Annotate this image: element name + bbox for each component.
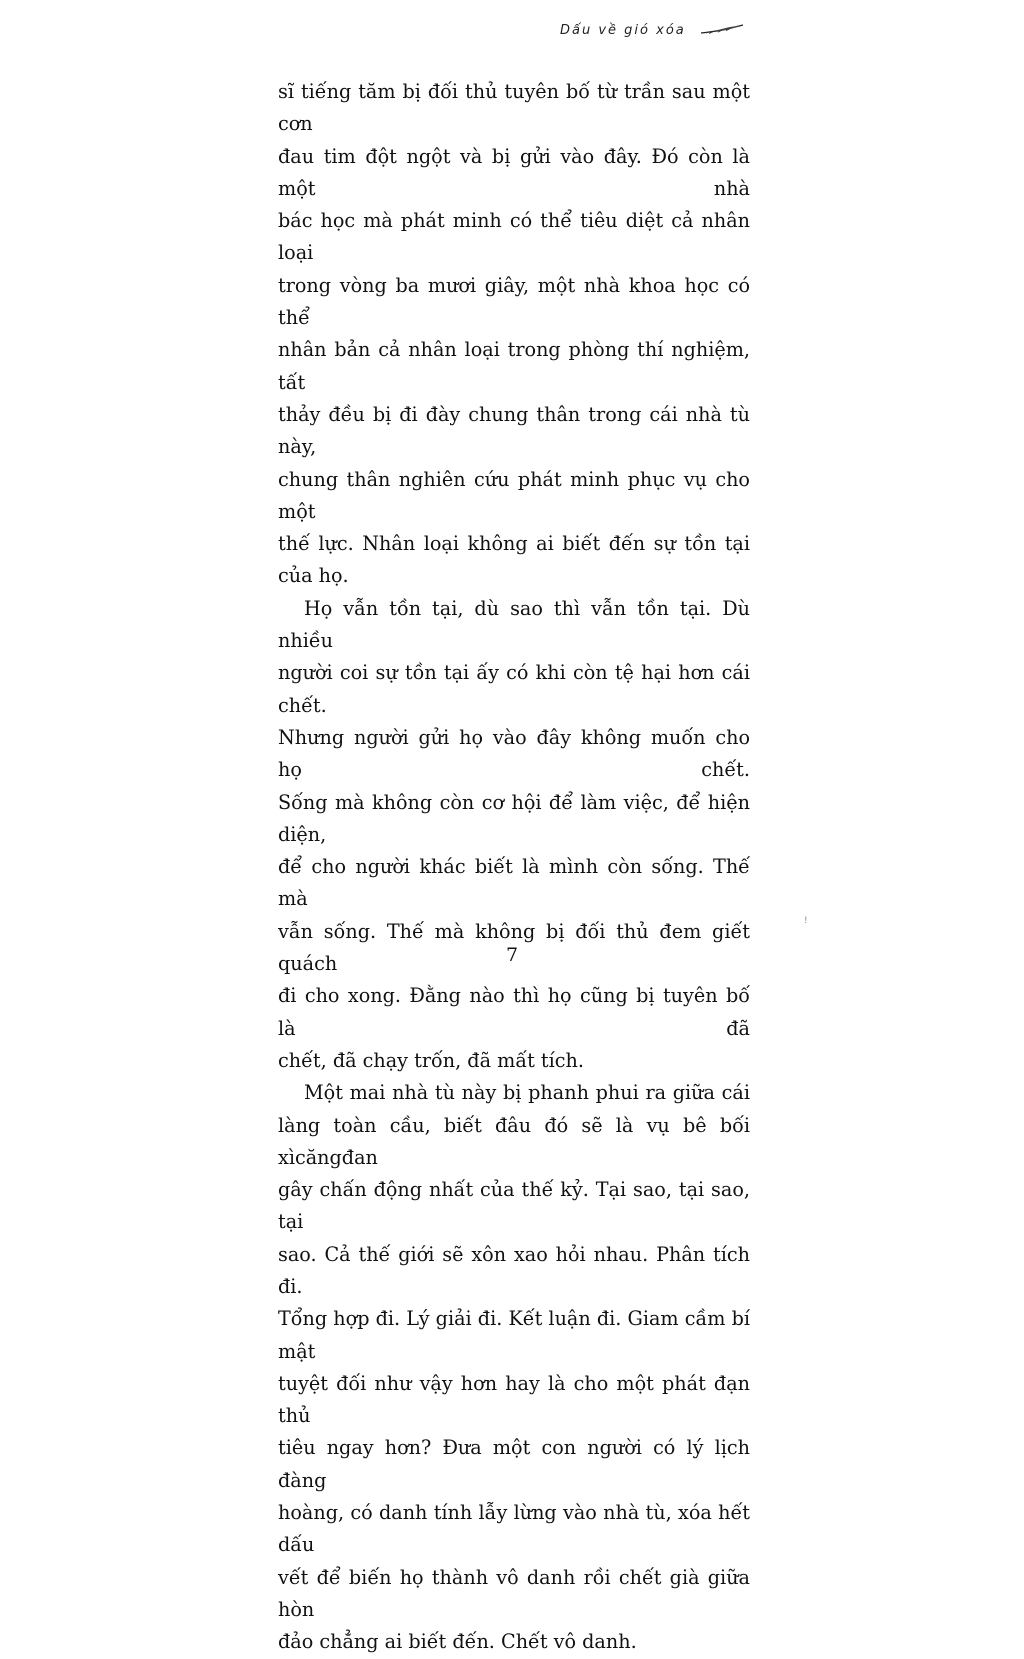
text-line: Sống mà không còn cơ hội để làm việc, để hiện diện, [278,790,750,846]
text-line: nhân bản cả nhân loại trong phòng thí nghiệm, tất [278,338,750,394]
text-line: đảo chẳng ai biết đến. Chết vô danh. [278,1630,637,1654]
margin-mark: ! [804,916,808,926]
text-line: gây chấn động nhất của thế kỷ. Tại sao, tại sao, tại [278,1178,750,1234]
page-number: 7 [505,944,519,966]
text-line: chết, đã chạy trốn, đã mất tích. [278,1048,584,1072]
running-title: Dấu về gió xóa [560,22,686,38]
text-line: bác học mà phát minh có thể tiêu diệt cả nhân loại [278,209,750,265]
text-line: để cho người khác biết là mình còn sống. Thế mà [278,855,750,911]
text-line: tuyệt đối như vậy hơn hay là cho một phát đạn thủ [278,1371,750,1428]
text-line: hoàng, có danh tính lẫy lừng vào nhà tù, xóa hết dấu [278,1501,750,1557]
paragraph-3 [278,1077,750,1658]
text-line: Một mai nhà tù này bị phanh phui ra giữa cái [304,1081,750,1105]
text-line: đi cho xong. Đằng nào thì họ cũng bị tuyên bố là đã [278,984,750,1040]
text-line: Nhưng người gửi họ vào đây không muốn cho họ chết. [278,725,750,782]
text-line: sĩ tiếng tăm bị đối thủ tuyên bố từ trần sau một cơn [278,80,750,136]
text-line: làng toàn cầu, biết đâu đó sẽ là vụ bê bối xìcăngđan [278,1113,750,1169]
text-line: sao. Cả thế giới sẽ xôn xao hỏi nhau. Phân tích đi. [278,1242,750,1298]
text-line: đau tim đột ngột và bị gửi vào đây. Đó còn là một nhà [278,144,750,200]
text-line: người coi sự tồn tại ấy có khi còn tệ hại hơn cái chết. [278,661,750,717]
text-line: thảy đều bị đi đày chung thân trong cái nhà tù này, [278,402,750,459]
body-text [278,76,750,1659]
text-line: thế lực. Nhân loại không ai biết đến sự tồn tại của họ. [278,532,750,588]
text-line: Tổng hợp đi. Lý giải đi. Kết luận đi. Giam cầm bí mật [278,1307,750,1363]
text-line: tiêu ngay hơn? Đưa một con người có lý lịch đàng [278,1436,750,1492]
text-line: vẫn sống. Thế mà không bị đối thủ đem giết quách [278,919,750,976]
paragraph-1 [278,76,750,593]
text-line: Họ vẫn tồn tại, dù sao thì vẫn tồn tại. Dù nhiều [278,596,750,653]
text-line: vết để biến họ thành vô danh rồi chết già giữa hòn [278,1565,750,1621]
text-line: chung thân nghiên cứu phát minh phục vụ cho một [278,467,750,523]
running-header [560,18,744,42]
paragraph-2 [278,593,750,1077]
text-line: trong vòng ba mươi giây, một nhà khoa học có thể [278,273,750,330]
feather-icon [700,23,744,37]
